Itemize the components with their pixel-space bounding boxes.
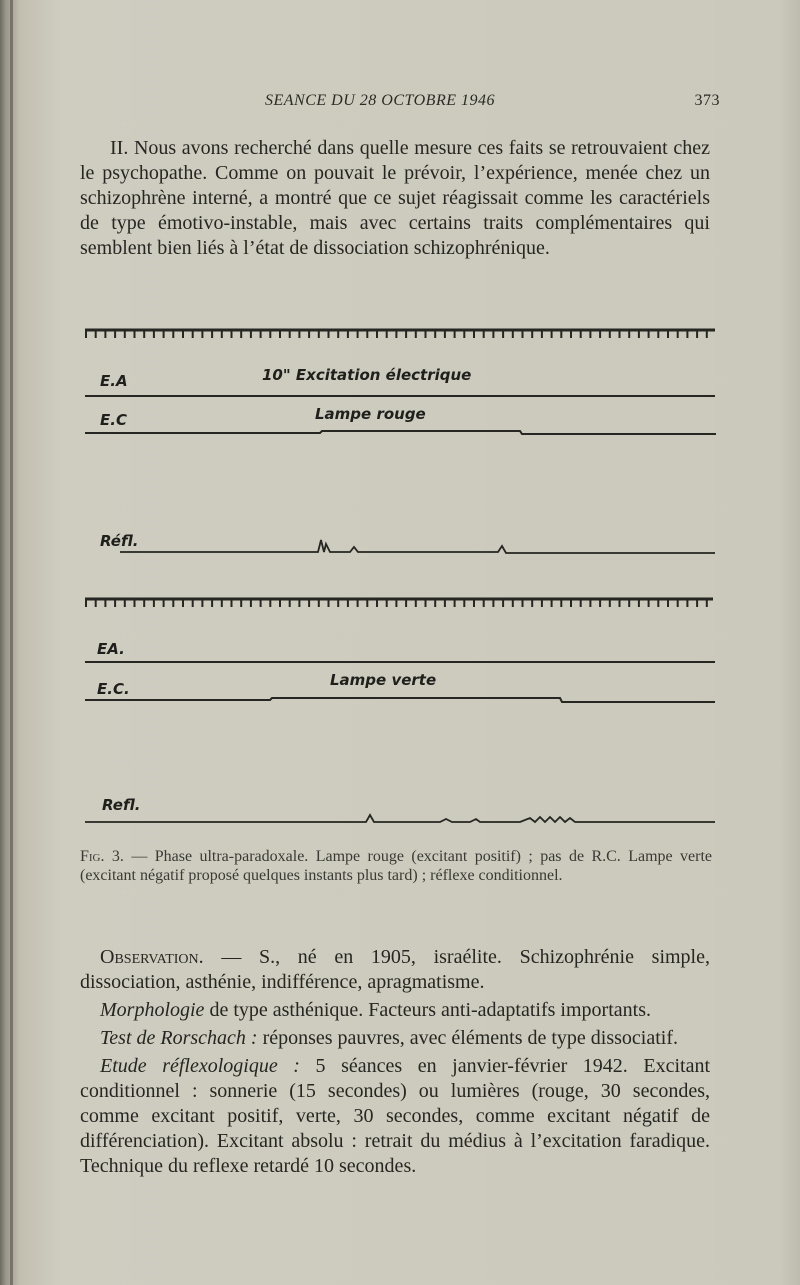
ec-label-1: E.C: [100, 411, 127, 429]
rorschach-text: réponses pauvres, avec éléments de type dissociatif.: [257, 1027, 678, 1049]
ea-note-1: 10" Excitation électrique: [262, 366, 472, 384]
page-number: 373: [694, 92, 720, 109]
reflex-label-1: Réfl.: [100, 532, 139, 550]
time-marker-track-2: [85, 599, 713, 607]
ec-label-2: E.C.: [97, 680, 130, 698]
ec-note-2: Lampe verte: [330, 671, 437, 689]
time-marker-track-1: [85, 330, 715, 338]
reflex-trace-1: [120, 540, 715, 553]
morphology-lead: Morphologie: [100, 999, 205, 1021]
figure-caption: [80, 847, 712, 885]
reflexology-paragraph: [80, 1054, 710, 1179]
ea-label-2: EA.: [97, 640, 125, 658]
reflexology-text: 5 séances en janvier-février 1942. Excitant conditionnel : sonnerie (15 secondes) ou lumières (rouge, 30 secondes, comme excitant positif, verte, 30 secondes, comme excitant négatif de différenciation). Excitant absolu : retrait du médius à l’excitation faradique. Technique du reflexe retardé 10 secondes.: [80, 1055, 710, 1177]
ec-note-1: Lampe rouge: [315, 405, 426, 423]
header-title: SEANCE DU 28 OCTOBRE 1946: [265, 92, 495, 109]
reflex-trace-2: [85, 815, 715, 822]
paragraph-1: II. Nous avons recherché dans quelle mesure ces faits se retrouvaient chez le psychopathe. Comme on pouvait le prévoir, l’expérience, menée chez un schizophrène interné, a montré que ce sujet réagissait comme les caractériels de type émotivo-instable, mais avec certains traits complémentaires qui semblent bien liés à l’état de dissociation schizophrénique.: [80, 137, 710, 259]
rorschach-lead: Test de Rorschach :: [100, 1027, 258, 1049]
caption-lead: Fig. 3.: [80, 848, 124, 865]
observation-section: [80, 945, 710, 1179]
ea-label-1: E.A: [100, 372, 128, 390]
ec-trace-1: [85, 431, 716, 434]
morphology-paragraph: [80, 998, 710, 1023]
morphology-text: de type asthénique. Facteurs anti-adaptatifs importants.: [204, 999, 651, 1021]
observation-text: — S., né en 1905, israélite. Schizophrénie simple, dissociation, asthénie, indifférence, apragmatisme.: [80, 946, 710, 993]
reflex-label-2: Refl.: [102, 796, 141, 814]
observation-paragraph: [80, 945, 710, 995]
observation-lead: Observation.: [100, 946, 204, 968]
reflexology-lead: Etude réflexologique :: [100, 1055, 300, 1077]
ec-trace-2: [85, 698, 715, 702]
rorschach-paragraph: [80, 1026, 710, 1051]
caption-text: — Phase ultra-paradoxale. Lampe rouge (excitant positif) ; pas de R.C. Lampe verte (excitant négatif proposé quelques instants plus tard) ; réflexe conditionnel.: [80, 848, 713, 884]
